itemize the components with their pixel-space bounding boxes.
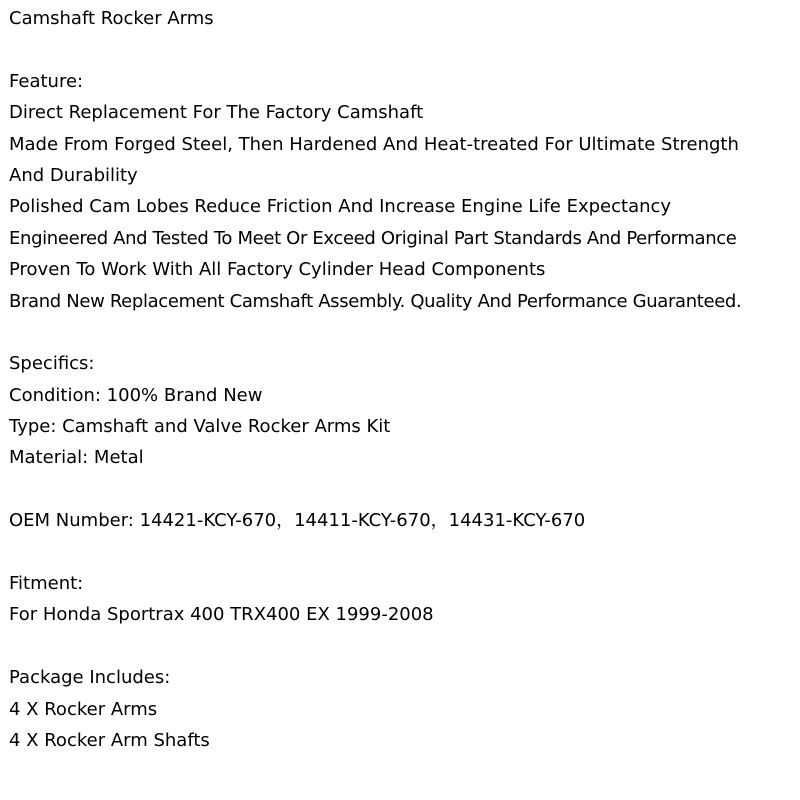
feature-line: Brand New Replacement Camshaft Assembly. Quality And Performance Guaranteed. xyxy=(9,290,742,312)
spacer xyxy=(9,34,794,65)
specifics-line: Type: Camshaft and Valve Rocker Arms Kit xyxy=(9,416,391,438)
spacer xyxy=(9,631,794,662)
feature-line: Polished Cam Lobes Reduce Friction And Increase Engine Life Expectancy xyxy=(9,196,672,218)
specifics-heading: Specifics: xyxy=(9,353,95,375)
spacer xyxy=(9,537,794,568)
spacer xyxy=(9,317,794,348)
feature-line: Proven To Work With All Factory Cylinder Head Components xyxy=(9,259,546,281)
spacer xyxy=(9,474,794,505)
page-title: Camshaft Rocker Arms xyxy=(9,8,214,29)
specifics-line: Material: Metal xyxy=(9,447,144,469)
package-item: 4 X Rocker Arms xyxy=(9,698,158,720)
product-description xyxy=(9,3,794,756)
fitment-heading: Fitment: xyxy=(9,573,84,595)
specifics-line: Condition: 100% Brand New xyxy=(9,384,263,406)
fitment-line: For Honda Sportrax 400 TRX400 EX 1999-2008 xyxy=(9,604,434,626)
oem-number-line: OEM Number: 14421-KCY-670，14411-KCY-670，14431-KCY-670 xyxy=(9,510,586,532)
feature-line: And Durability xyxy=(9,164,138,186)
feature-line: Made From Forged Steel, Then Hardened And Heat-treated For Ultimate Strength xyxy=(9,133,739,155)
feature-line: Direct Replacement For The Factory Camshaft xyxy=(9,102,424,124)
package-item: 4 X Rocker Arm Shafts xyxy=(9,729,210,751)
package-heading: Package Includes: xyxy=(9,667,171,689)
feature-heading: Feature: xyxy=(9,70,84,92)
feature-line: Engineered And Tested To Meet Or Exceed Original Part Standards And Performance xyxy=(9,227,737,249)
